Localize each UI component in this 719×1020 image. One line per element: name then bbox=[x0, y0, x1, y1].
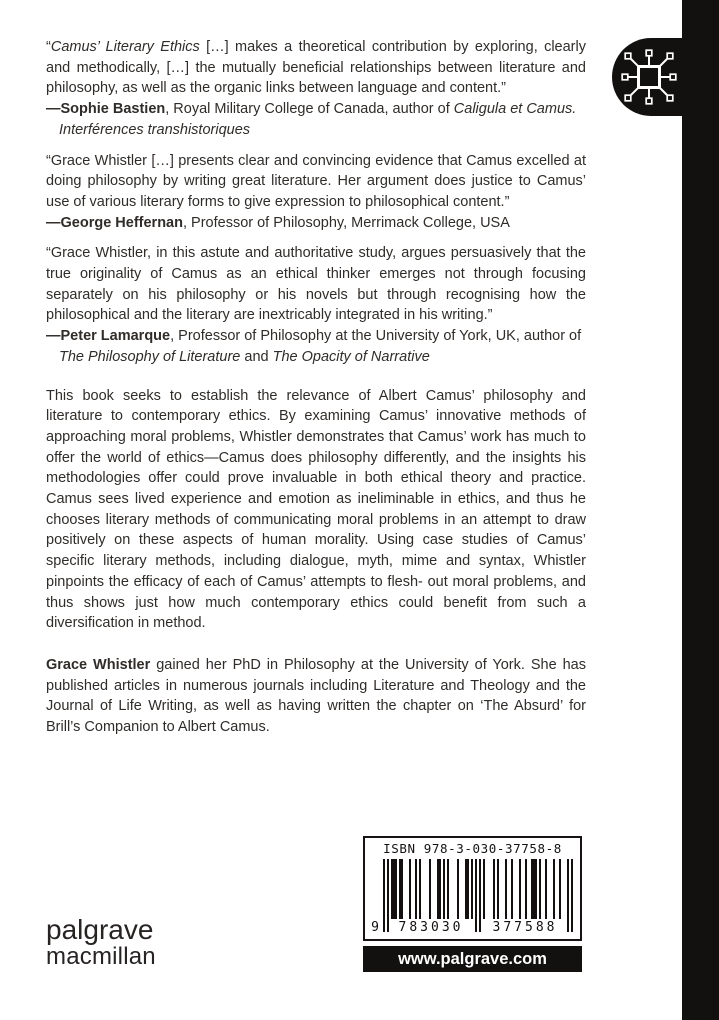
book-description: This book seeks to establish the relevance of Albert Camus’ philosophy and literature to contemporary ethics. By examining Camus’ innovative methods of approaching moral problems, Whistler demonstrates that Camus’ work has much to offer the world of ethics—Camus does philosophy differently, and the insights his methodologies offer could prove invaluable in both ethical theory and practice. Camus sees lived experience and emotion as ineliminable in ethics, and thus he chooses literary methods of communicating moral problems in an attempt to draw positively on these aspects of human morality. Using case studies of Camus’ specific literary methods, including dialogue, myth, mime and syntax, Whistler pinpoints the efficacy of each of Camus’ attempts to flesh- out moral problems, and thus shows just how much contemporary ethics could benefit from such a diversification in method. bbox=[46, 387, 586, 632]
endorsement-quote: “Grace Whistler, in this astute and authoritative study, argues persuasively that the true originality of Camus as an ethical thinker emerges not through focusing separately on his philosophy or his novels but through recognising how the philosophical and the literary are inextricably integrated in his writing.” bbox=[46, 245, 586, 324]
svg-text:377588: 377588 bbox=[492, 920, 558, 935]
ean13-barcode bbox=[369, 859, 576, 935]
publisher-website: www.palgrave.com bbox=[398, 950, 547, 968]
publisher-badge bbox=[612, 38, 719, 116]
publisher-name-macmillan: macmillan bbox=[46, 943, 156, 970]
author-bio: Grace Whistler gained her PhD in Philosophy at the University of York. She has published articles in numerous journals including Literature and Theology and the Journal of Life Writing, as well as having written the chapter on ‘The Absurd’ for Brill’s Companion to Albert Camus. bbox=[46, 656, 586, 736]
endorsement-2 bbox=[46, 151, 586, 234]
svg-text:9: 9 bbox=[371, 920, 379, 935]
endorsement-1 bbox=[46, 37, 586, 141]
publisher-wordmark bbox=[46, 916, 156, 969]
endorsement-quote: “Grace Whistler […] presents clear and convincing evidence that Camus excelled at doing philosophy by writing great literature. Her argument does justice to Camus’ use of various literary forms to give expression to philosophical content.” bbox=[46, 152, 586, 210]
back-cover-text bbox=[46, 37, 586, 738]
spine-strip bbox=[682, 0, 719, 1020]
endorsement-3 bbox=[46, 243, 586, 367]
publisher-website-bar bbox=[363, 946, 582, 972]
endorsement-attribution: —George Heffernan, Professor of Philosophy, Merrimack College, USA bbox=[46, 214, 510, 231]
endorsement-attribution: —Peter Lamarque, Professor of Philosophy at the University of York, UK, author of The Philosophy of Literature and The Opacity of Narrative bbox=[46, 328, 582, 365]
endorsement-quote: “Camus’ Literary Ethics […] makes a theoretical contribution by exploring, clearly and methodically, […] the mutually beneficial relationships between literature and philosophy, as well as the organic links between language and content.” bbox=[46, 39, 586, 97]
endorsement-attribution: —Sophie Bastien, Royal Military College of Canada, author of Caligula et Camus. Interférences transhistoriques bbox=[46, 101, 577, 138]
isbn-panel bbox=[363, 836, 582, 941]
isbn-number: ISBN 978-3-030-37758-8 bbox=[383, 841, 562, 856]
svg-text:783030: 783030 bbox=[398, 920, 464, 935]
publisher-name-palgrave: palgrave bbox=[46, 914, 154, 945]
